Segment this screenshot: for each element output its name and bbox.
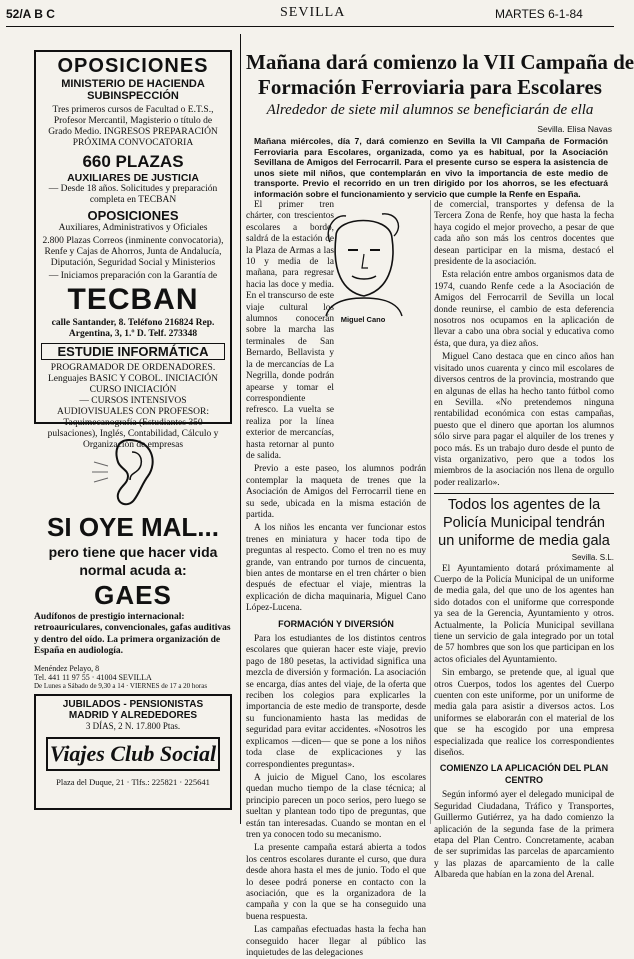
article-headline	[246, 50, 634, 100]
col2-p3: Miguel Cano destaca que en cinco años han visitado unos cuarenta y cinco mil escolares de diversos centros de la provincia, mostrando que en algunas de ellas ha hecho tanto fútbol como en Sevilla. «No pretendemos ninguna rentabilidad económica con estas campañas, puesto que el dinero que aportan los alumnos sólo sirve para pagar el alquiler de los trenes y poco más. Es un trabajo duro desde el punto de vista organizativo, pero que a todos los miembros de la asociación nos llena de orgullo poder realizarlo».	[434, 352, 614, 488]
viajes-brand: Viajes Club Social	[46, 737, 220, 771]
ad-viajes	[34, 694, 232, 810]
ad-aux: AUXILIARES DE JUSTICIA	[67, 172, 199, 184]
ad-body7: — CURSOS INTENSIVOS AUDIOVISUALES CON PROFESOR: Taquimecanografía (Estudiantes 350 pulsaciones), Inglés, Contabilidad, Cálculo y Organización de empresas	[47, 396, 219, 450]
ear-illustration	[84, 432, 174, 510]
col1-subhead: FORMACIÓN Y DIVERSIÓN	[278, 618, 394, 629]
ad-body5: — Iniciamos preparación con la Garantía de	[48, 271, 218, 281]
col2-byline: Sevilla. S.L.	[571, 553, 614, 563]
page-number: 52/A B C	[6, 7, 55, 21]
col1-p2: Previo a este paseo, los alumnos podrán contemplar la maqueta de trenes que la Asociación de Amigos del Ferrocarril tiene en su sede, ubicada en la misma estación de partida.	[246, 464, 426, 520]
viajes-address: Plaza del Duque, 21 · Tlfs.: 225821 · 225641	[56, 777, 210, 787]
column-divider	[240, 34, 241, 824]
ad-body1: Tres primeros cursos de Facultad o E.T.S., Profesor Mercantil, Magisterio o título de Grado Medio. INGRESOS PREPARACIÓN PRÓXIMA CONVOCATORIA	[48, 105, 218, 148]
col1-p1: El primer tren chárter, con trescientos escolares a bordo, saldrá de la estación de la Plaza de Armas a las 10 y media de la mañana, para regresar hacia las doce y media. En el transcurso de este viaje cultural los alumnos conocerán sobre la marcha las terminales de San Bernardo, Bellavista y la de mercancías de La Negrilla, donde podrán apearse y tomar el correspondiente refresco. La vuelta se realiza por la línea exterior de mercancías, hasta retornar al punto de salida.	[246, 200, 334, 461]
gaes-body: Audífonos de prestigio internacional: retroauriculares, convencionales, gafas auditivas y dentro del oído. La primera organización de España en audiología.	[34, 612, 231, 656]
gaes-line2: pero tiene que hacer vida	[48, 544, 218, 560]
col1-p7: Las campañas efectuadas hasta la fecha han conseguido hacer llegar al público las inquietudes de las delegaciones	[246, 925, 426, 958]
viajes-line1: JUBILADOS - PENSIONISTAS	[62, 699, 204, 710]
ad-gaes	[34, 432, 232, 688]
col1-p3: A los niños les encanta ver funcionar estos trenes en miniatura y hacer toda tipo de preguntas al respecto. Como el tren no es muy grande, van entrando por turnos de cincuenta, bien antes de montarse en el tren chárter o bien después de efectuar el viaje, mientras la explicación de dicha maquinaria, Miguel Cano López-Lucena.	[246, 523, 426, 614]
ad-sub: SUBINSPECCIÓN	[87, 90, 179, 102]
issue-date: MARTES 6-1-84	[495, 7, 583, 21]
col2-p1: de comercial, transportes y defensa de la Tercera Zona de Renfe, hoy que hasta la fecha haya cogido el mejor provecho, a pesar de que cada año son más los centros docentes que desean participar en la misma, destacó el presidente de la asociación.	[434, 200, 614, 268]
ad-ministry: MINISTERIO DE HACIENDA	[61, 78, 205, 90]
ad-body4: 2.800 Plazas Correos (inminente convocatoria), Renfe y Cajas de Ahorros, Junta de Andalucía, Diputación, Seguridad Social y Ministerios	[42, 236, 224, 268]
article-subhead: Alrededor de siete mil alumnos se beneficiarán de ella	[266, 102, 594, 118]
ad-oposiciones	[34, 50, 232, 450]
col2-subhead: COMIENZO LA APLICACIÓN DEL PLAN CENTRO	[439, 763, 609, 785]
ad-body2: — Desde 18 años. Solicitudes y preparación completa en TECBAN	[48, 184, 218, 205]
article-byline: Sevilla. Elisa Navas	[537, 124, 612, 134]
ad-plazas: 660 PLAZAS	[82, 152, 184, 171]
col2-p4: El Ayuntamiento dotará próximamente al Cuerpo de la Policía Municipal de un uniforme de media gala, del que uno de los agentes han sido dotados con el uniforme que corresponde ya sea de la Gerencia, Ayuntamiento y otros. Actualmente, la Policía Municipal sevillana tiene un servicio de gala integrado por un total de 57 hombres que son los que participan en los actos oficiales del Ayuntamiento.	[434, 563, 614, 665]
headline-line1: Mañana dará comienzo la VII Campaña de	[246, 50, 634, 74]
article-column-2	[434, 200, 614, 881]
section-title: SEVILLA	[280, 5, 346, 20]
gaes-addr1: Menéndez Pelayo, 8	[34, 664, 100, 673]
ad-title: OPOSICIONES	[57, 55, 209, 77]
col2-p6: Según informó ayer el delegado municipal de Seguridad Ciudadana, Tráfico y Transportes, Guillermo Gutiérrez, ya ha dado comienzo la aplicación de la segunda fase de la primera etapa del Plan Centro. Concretamente, acaban de ser suprimidas las parcelas de aparcamiento y las plazas de aparcamiento de la calle Albareda que habían en la zona del Arenal.	[434, 790, 614, 881]
header-rule	[6, 26, 614, 27]
ad-estudie: ESTUDIE INFORMÁTICA	[41, 343, 225, 360]
gaes-line3: normal acuda a:	[79, 562, 187, 578]
column-divider-2	[430, 200, 431, 824]
col2-p5: Sin embargo, se pretende que, al igual que otros Cuerpos, todos los agentes del Cuerpo cuenten con este uniforme, por un uniforme de media gala para asistir a diversos actos. Los uniformes se elaborarán con el material de los que se ha escogido por una empresa especializada que realice los correspondientes diseños.	[434, 668, 614, 759]
viajes-line2: MADRID Y ALREDEDORES	[68, 710, 198, 721]
article-column-1	[246, 200, 426, 958]
ad-brand: TECBAN	[67, 283, 199, 316]
col1-p6: La presente campaña estará abierta a todos los centros escolares durante el curso, que dura desde ahora hasta el mes de junio. Todo el que lo desee podrá ponerse en contacto con la asociación, que es la organizadora de la campaña y con la que se ha conseguido una buena respuesta.	[246, 843, 426, 922]
ad-address: calle Santander, 8. Teléfono 216824 Rep. Argentina, 3, 1.º D. Telf. 273348	[51, 318, 215, 339]
gaes-brand: GAES	[94, 580, 172, 610]
col1-p4: Para los estudiantes de los distintos centros escolares que quieran hacer este viaje, previo pago de 180 pesetas, la actividad significa una mezcla de diversión y formación. La asociación se encarga, días antes del viaje, de la oferta que reciben los colegios para explicarles la importancia de este medio de transporte, desde su funcionamiento hasta las medidas de seguridad para evitar accidentes. «Nosotros les explicamos —dicen— que se pone a los niños toda clase de explicaciones y las correspondientes preguntas».	[246, 634, 426, 770]
ad-title2: OPOSICIONES	[87, 208, 179, 223]
portrait-caption: Miguel Cano	[340, 315, 386, 324]
ad-body6: PROGRAMADOR DE ORDENADORES. Lenguajes BASIC Y COBOL. INICIACIÓN CURSO INICIACIÓN	[47, 363, 219, 395]
gaes-addr2: Tel. 441 11 97 55 · 41004 SEVILLA	[34, 673, 152, 682]
col1-p5: A juicio de Miguel Cano, los escolares quedan mucho tiempo de la clase técnica; al principio parecen un poco serios, pero luego se sueltan y plantean todo tipo de preguntas, que están tan interesadas. Cuando se montan en el tren ya conocen todo su mecanismo.	[246, 772, 426, 840]
page-header	[0, 4, 620, 26]
ad-body3: Auxiliares, Administrativos y Oficiales	[58, 223, 208, 233]
col2-p2: Esta relación entre ambos organismos data de 1974, cuando Renfe cede a la Asociación de Amigos del Ferrocarril de Sevilla un local donde reunirse, el cambio de esta deferencia nosotros nos ocupamos en la aplicación de llevar a cabo una obra social y educativa como ésta, que dura, ya diez años.	[434, 270, 614, 349]
col2-title: Todos los agentes de la Policía Municipal tendrán un uniforme de media gala	[438, 497, 610, 550]
viajes-line3: 3 DÍAS, 2 N. 17.800 Ptas.	[85, 721, 181, 731]
gaes-headline: SI OYE MAL...	[47, 512, 219, 542]
headline-line2: Formación Ferroviaria para Escolares	[258, 75, 602, 99]
gaes-hours: De Lunes a Sábado de 9,30 a 14 · VIERNES de 17 a 20 horas	[34, 682, 208, 690]
article-lead: Mañana miércoles, día 7, dará comienzo en Sevilla la VII Campaña de Formación Ferroviaria para Escolares, organizada, como ya es habitual, por la Asociación Sevillana de Amigos del Ferrocarril. Para el presente curso se espera la asistencia de unos siete mil niños, que contemplarán en vivo la importancia de este medio de transporte. Previo el recorrido en un tren dirigido por los ahorros, se les efectuará información sobre el funcionamiento y servicio que cumple la Renfe en España.	[254, 136, 608, 199]
